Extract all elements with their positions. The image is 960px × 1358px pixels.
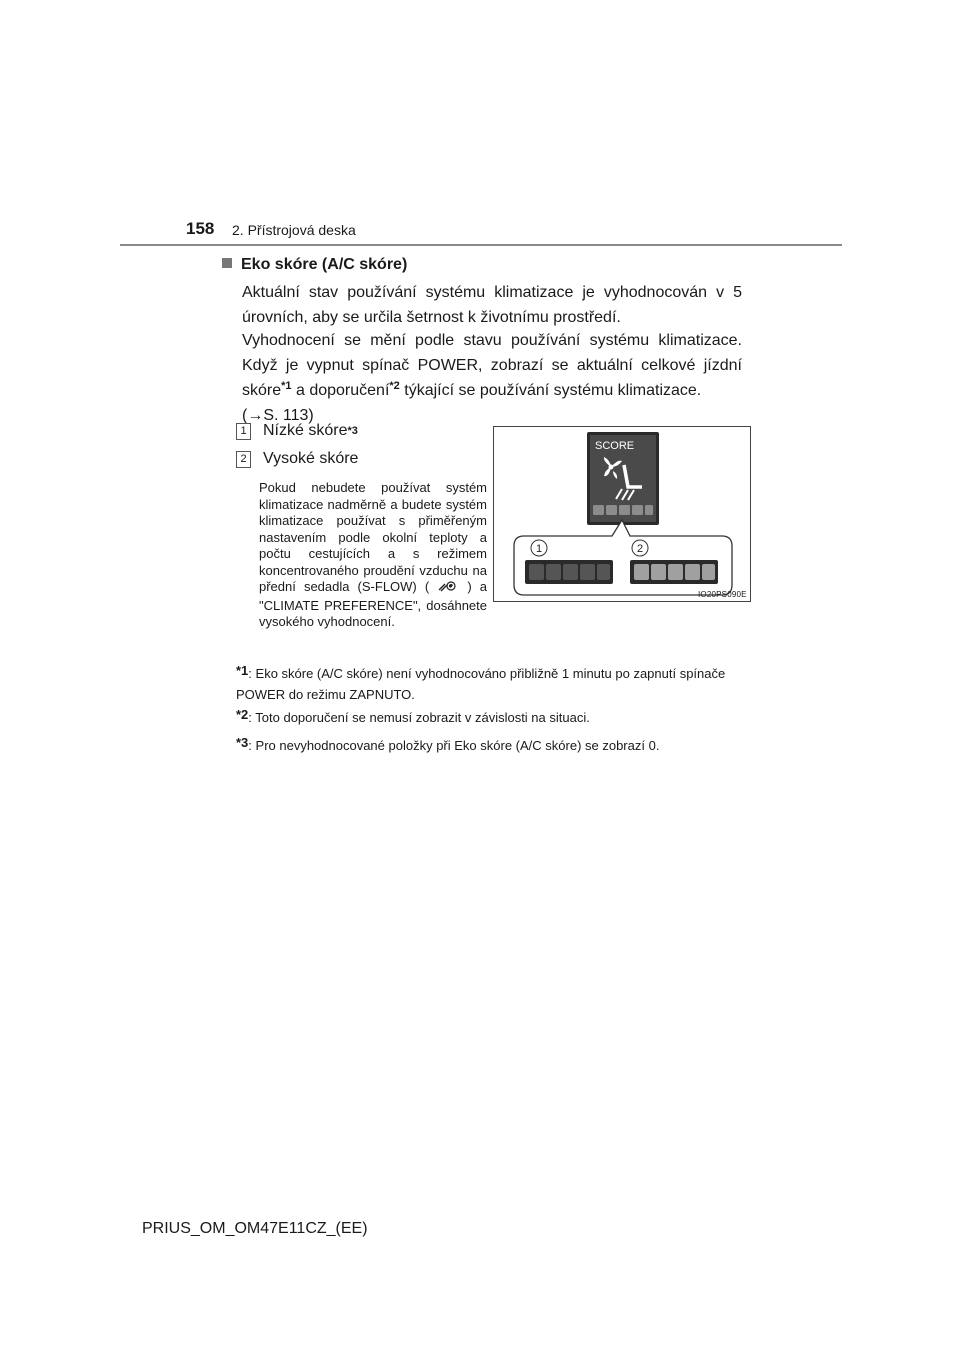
callout-2-label: 2 xyxy=(636,543,644,555)
high-score-segment xyxy=(668,564,683,580)
display-segment-5 xyxy=(645,505,653,515)
footnote-ref-1: *1 xyxy=(281,380,292,392)
footnote-mark: *2 xyxy=(236,707,249,722)
low-score-segment xyxy=(563,564,578,580)
heading-text: Eko skóre (A/C skóre) xyxy=(241,256,408,273)
display-segment-2 xyxy=(606,505,617,515)
display-score-bar xyxy=(593,505,604,515)
high-score-segment xyxy=(685,564,700,580)
footnote-text: : Eko skóre (A/C skóre) není vyhodnocováno přibližně 1 minutu po zapnutí spínače POWER do režimu ZAPNUTO. xyxy=(236,666,726,702)
section-heading xyxy=(222,256,407,274)
callout-1-label: 1 xyxy=(535,543,543,555)
document-code: PRIUS_OM_OM47E11CZ_(EE) xyxy=(142,1220,368,1237)
footnote-text: : Toto doporučení se nemusí zobrazit v závislosti na situaci. xyxy=(248,710,590,725)
header-divider xyxy=(120,244,842,246)
s-flow-icon xyxy=(437,580,459,598)
eco-score-diagram xyxy=(494,427,750,601)
low-score-segment xyxy=(546,564,561,580)
footnote-ref-2: *2 xyxy=(389,380,400,392)
footnote-mark: *1 xyxy=(236,663,249,678)
display-score-label: SCORE xyxy=(595,440,635,452)
paragraph-2-text-c: týkající se používání systému klimatizace. xyxy=(399,382,702,399)
section-title: 2. Přístrojová deska xyxy=(232,222,356,238)
heading-bullet-icon xyxy=(222,258,232,268)
item-label: Vysoké skóre xyxy=(263,450,359,467)
display-segment-3 xyxy=(619,505,630,515)
item-number-2: 2 xyxy=(236,451,251,468)
footnote-3 xyxy=(236,732,744,756)
high-score-segment xyxy=(702,564,715,580)
note-text-b: ) a "CLIMATE PREFERENCE", dosáhnete vysokého vyhodnocení. xyxy=(259,579,487,629)
page-reference: (→S. 113) xyxy=(242,407,314,424)
low-score-segment xyxy=(597,564,610,580)
paragraph-1: Aktuální stav používání systému klimatizace je vyhodnocován v 5 úrovních, aby se určila šetrnost k životnímu prostředí. xyxy=(242,284,742,326)
list-item-high-score xyxy=(236,450,358,468)
note-text-a: Pokud nebudete používat systém klimatizace nadměrně a budete systém klimatizace používat s přiměřeným nastavením podle okolní teploty a počtu cestujících a s režimem koncentrovaného proudění vzduchu na přední sedadla (S-FLOW) ( xyxy=(259,480,487,594)
page-number: 158 xyxy=(186,219,215,238)
footnote-1 xyxy=(236,660,744,705)
footnote-2 xyxy=(236,704,744,728)
footnote-text: : Pro nevyhodnocované položky při Eko skóre (A/C skóre) se zobrazí 0. xyxy=(248,738,660,753)
list-item-low-score: 1 Nízké skóre *3 xyxy=(236,422,358,440)
high-score-segment xyxy=(651,564,666,580)
display-segment-4 xyxy=(632,505,643,515)
low-score-segment xyxy=(580,564,595,580)
paragraph-2 xyxy=(242,328,742,428)
item-number-1: 1 xyxy=(236,423,251,440)
high-score-segment xyxy=(634,564,649,580)
eco-score-illustration xyxy=(493,426,751,602)
item-label: Nízké skóre xyxy=(263,422,348,439)
paragraph-2-text-b: a doporučení xyxy=(291,382,390,399)
footnote-mark: *3 xyxy=(236,735,249,750)
low-score-segment xyxy=(529,564,544,580)
paragraph-2-text-a: Vyhodnocení se mění podle stavu používání systému klimatizace. Když je vypnut spínač POWER, zobrazí se aktuální celkové jízdní skóre xyxy=(242,332,742,399)
explanatory-note xyxy=(259,480,487,631)
figure-code: IO20PS090E xyxy=(698,590,747,599)
